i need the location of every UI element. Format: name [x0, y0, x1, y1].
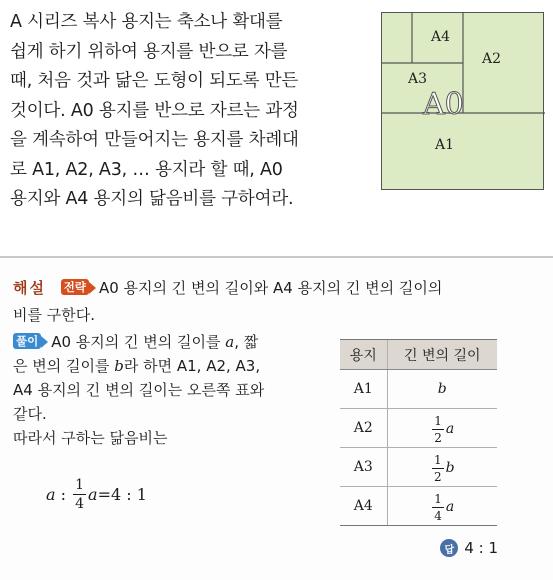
work-line-2	[13, 354, 325, 378]
fraction-one-quarter	[73, 478, 86, 511]
label-a3: A3	[408, 71, 428, 87]
label-a4: A4	[431, 29, 451, 45]
side-length-table	[340, 339, 497, 526]
paper-sizes-diagram	[381, 12, 544, 190]
problem-line: 것이다. A0 용지를 반으로 자르는 과정	[10, 100, 299, 121]
paper-division-svg	[382, 13, 545, 191]
table-cell-paper: A3	[340, 448, 387, 487]
table-header-length: 긴 변의 길이	[387, 340, 497, 370]
table-cell-length	[387, 370, 497, 409]
problem-line: 을 계속하여 만들어지는 용지를 차례대	[10, 130, 299, 150]
label-a2: A2	[482, 51, 502, 67]
work-text: 은 변의 길이를	[13, 357, 115, 375]
formula-colon: :	[55, 484, 72, 504]
arrow-right-icon	[89, 282, 96, 294]
label-a0: A0	[423, 87, 464, 122]
work-text: , 짧	[234, 333, 259, 351]
answer-value: 4 : 1	[464, 539, 498, 557]
formula-result: =4 : 1	[97, 484, 147, 504]
work-text: A0 용지의 긴 변의 길이를	[51, 333, 226, 351]
table-cell-paper: A4	[340, 487, 387, 526]
arrow-right-icon	[41, 336, 48, 348]
fraction-numerator: 1	[434, 413, 442, 428]
work-text: 라 하면 A1, A2, A3,	[123, 357, 261, 375]
fraction-denominator: 2	[433, 469, 442, 484]
formula-var: a	[88, 484, 98, 504]
table-row	[340, 487, 497, 526]
length-variable: b	[445, 460, 455, 476]
solution-work	[13, 330, 325, 450]
fraction-denominator: 2	[434, 430, 442, 445]
fraction-denominator: 4	[434, 508, 442, 523]
fraction-numerator: 1	[75, 476, 85, 493]
answer-icon: 답	[440, 539, 458, 557]
work-line-4: 같다.	[13, 405, 47, 423]
ratio-formula	[46, 474, 147, 514]
fraction-denominator: 4	[75, 495, 85, 512]
strategy-badge: 전략	[61, 279, 89, 295]
problem-line: A 시리즈 복사 용지는 축소나 확대를	[10, 12, 283, 32]
table-row	[340, 409, 497, 448]
table-cell-length	[387, 448, 497, 487]
problem-line: 로 A1, A2, A3, … 용지라 할 때, A0	[10, 159, 283, 180]
work-line-1	[13, 330, 325, 354]
fraction-numerator: 1	[434, 491, 442, 506]
problem-line: 때, 처음 것과 닮은 도형이 되도록 만든	[10, 71, 299, 91]
formula-a: a	[46, 484, 56, 504]
work-line-5: 따라서 구하는 닮음비는	[13, 429, 168, 447]
strategy-text-2: 비를 구한다.	[13, 306, 95, 324]
solution-title: 해설	[13, 279, 46, 297]
problem-text	[10, 8, 372, 215]
strategy-text-1: A0 용지의 긴 변의 길이와 A4 용지의 긴 변의 길이의	[98, 279, 443, 297]
variable-a: a	[225, 333, 235, 351]
table-cell-paper: A2	[340, 409, 387, 448]
work-badge: 풀이	[13, 333, 41, 349]
label-a1: A1	[435, 137, 455, 153]
length-value: b	[437, 381, 447, 397]
problem-line: 쉽게 하기 위하여 용지를 반으로 자를	[10, 41, 288, 62]
table-header-row	[340, 340, 497, 370]
table-cell-length	[387, 487, 497, 526]
work-line-3: A4 용지의 긴 변의 길이는 오른쪽 표와	[13, 381, 265, 399]
length-variable: a	[445, 421, 455, 437]
length-variable: a	[445, 499, 455, 515]
strategy-block	[13, 275, 442, 329]
problem-line: 용지와 A4 용지의 닮음비를 구하여라.	[10, 189, 294, 209]
answer-block	[440, 539, 498, 557]
table-header-paper: 용지	[340, 340, 387, 370]
table-cell-length	[387, 409, 497, 448]
table-row	[340, 370, 497, 409]
variable-b: b	[114, 357, 124, 375]
table-cell-paper: A1	[340, 370, 387, 409]
table-row	[340, 448, 497, 487]
fraction-numerator: 1	[433, 452, 442, 467]
